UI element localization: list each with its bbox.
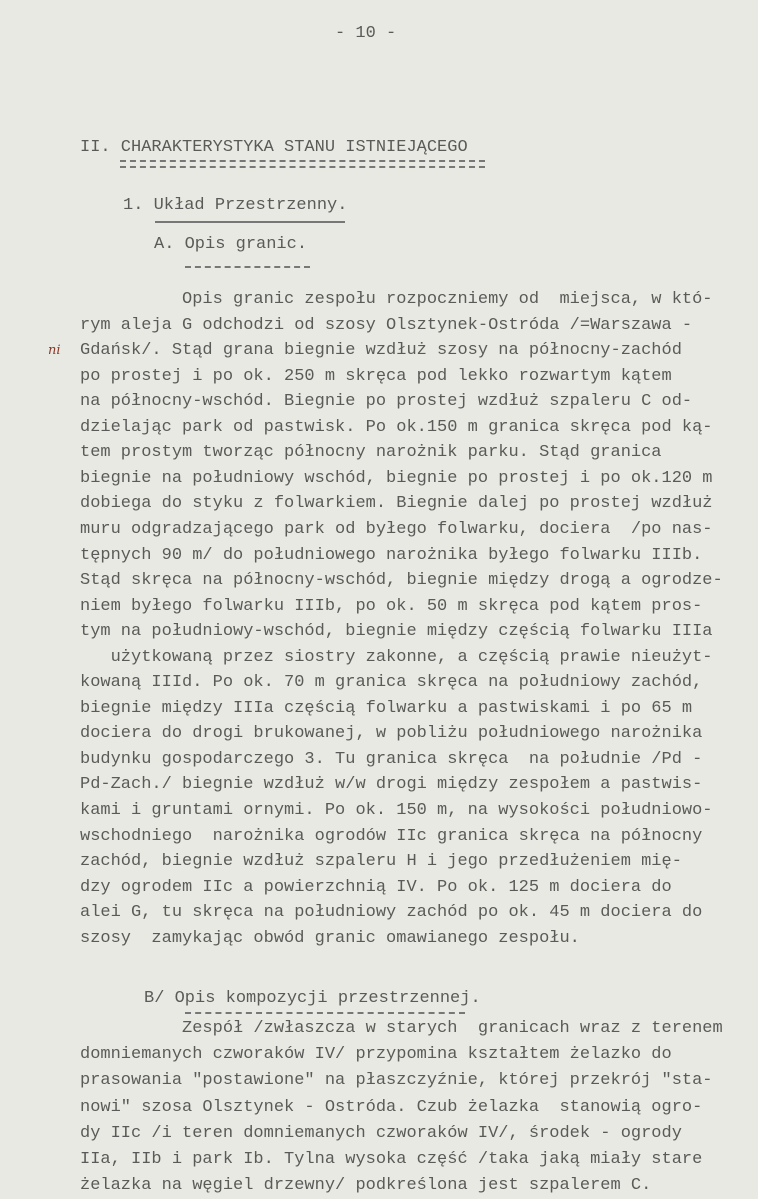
text-line: muru odgradzającego park od byłego folwarku, dociera /po nas-	[80, 519, 713, 539]
text-line: wschodniego narożnika ogrodów IIc granica skręca na północny	[80, 826, 703, 846]
subsection-a-heading: A. Opis granic.	[154, 235, 308, 254]
text-line: biegnie na południowy wschód, biegnie po prostej i po ok.120 m	[80, 468, 713, 488]
text-line: po prostej i po ok. 250 m skręca pod lekko rozwartym kątem	[80, 366, 672, 386]
text-line: na północny-wschód. Biegnie po prostej wzdłuż szpaleru C od-	[80, 392, 693, 412]
section-heading-underline	[155, 221, 345, 223]
text-line: kami i gruntami ornymi. Po ok. 150 m, na wysokości południowo-	[80, 801, 713, 820]
text-line: domniemanych czworaków IV/ przypomina kształtem żelazko do	[80, 1045, 672, 1065]
text-line: zachód, biegnie wzdłuż szpaleru H i jego przedłużeniem mię-	[80, 852, 682, 872]
text-line: użytkowaną przez siostry zakonne, a częścią prawie nieużyt-	[80, 647, 713, 667]
text-line: dy IIc /i teren domniemanych czworaków IV/, środek - ogrody	[80, 1123, 682, 1143]
text-line: tępnych 90 m/ do południowego narożnika byłego folwarku IIIb.	[80, 545, 703, 565]
text-line: kowaną IIId. Po ok. 70 m granica skręca na południowy zachód,	[80, 673, 703, 693]
text-line: rym aleja G odchodzi od szosy Olsztynek-Ostróda /=Warszawa -	[80, 315, 693, 335]
text-line: Opis granic zespołu rozpoczniemy od miejsca, w któ-	[80, 290, 713, 309]
chapter-heading: II. CHARAKTERYSTYKA STANU ISTNIEJĄCEGO	[80, 138, 468, 157]
text-line: IIa, IIb i park Ib. Tylna wysoka część /taka jaką miały stare	[80, 1150, 703, 1169]
chapter-heading-underline-2	[120, 166, 485, 168]
text-line: prasowania "postawione" na płaszczyźnie, której przekrój "sta-	[80, 1071, 713, 1091]
handwritten-correction: ni	[48, 343, 61, 358]
text-line: alei G, tu skręca na południowy zachód po ok. 45 m dociera do	[80, 903, 703, 923]
text-line: nowi" szosa Olsztynek - Ostróda. Czub żelazka stanowią ogro-	[80, 1097, 703, 1117]
page-number: - 10 -	[335, 24, 397, 43]
section-heading: 1. Układ Przestrzenny.	[123, 196, 348, 215]
text-line: Pd-Zach./ biegnie wzdłuż w/w drogi między zespołem a pastwis-	[80, 775, 703, 795]
text-line: budynku gospodarczego 3. Tu granica skręca na południe /Pd -	[80, 749, 703, 769]
text-line: żelazka na węgiel drzewny/ podkreślona jest szpalerem C.	[80, 1176, 652, 1196]
text-line: tem prostym tworząc północny narożnik parku. Stąd granica	[80, 443, 662, 463]
subsection-a-underline	[185, 266, 310, 268]
text-line: Stąd skręca na północny-wschód, biegnie między drogą a ogrodze-	[80, 571, 723, 591]
subsection-b-heading: B/ Opis kompozycji przestrzennej.	[144, 989, 481, 1008]
text-line: Gdańsk/. Stąd grana biegnie wzdłuż szosy na północny-zachód	[80, 341, 682, 361]
chapter-heading-underline	[120, 160, 485, 162]
text-line: dociera do drogi brukowanej, w pobliżu południowego narożnika	[80, 724, 703, 744]
subsection-b-underline	[185, 1012, 465, 1014]
text-line: tym na południowy-wschód, biegnie między częścią folwarku IIIa	[80, 622, 713, 642]
text-line: niem byłego folwarku IIIb, po ok. 50 m skręca pod kątem pros-	[80, 596, 703, 616]
text-line: Zespół /zwłaszcza w starych granicach wraz z terenem	[80, 1019, 723, 1038]
text-line: szosy zamykając obwód granic omawianego zespołu.	[80, 928, 580, 948]
text-line: dzielając park od pastwisk. Po ok.150 m granica skręca pod ką-	[80, 417, 713, 437]
text-line: biegnie między IIIa częścią folwarku a pastwiskami i po 65 m	[80, 698, 693, 718]
text-line: dzy ogrodem IIc a powierzchnią IV. Po ok. 125 m dociera do	[80, 877, 672, 897]
text-line: dobiega do styku z folwarkiem. Biegnie dalej po prostej wzdłuż	[80, 494, 713, 514]
